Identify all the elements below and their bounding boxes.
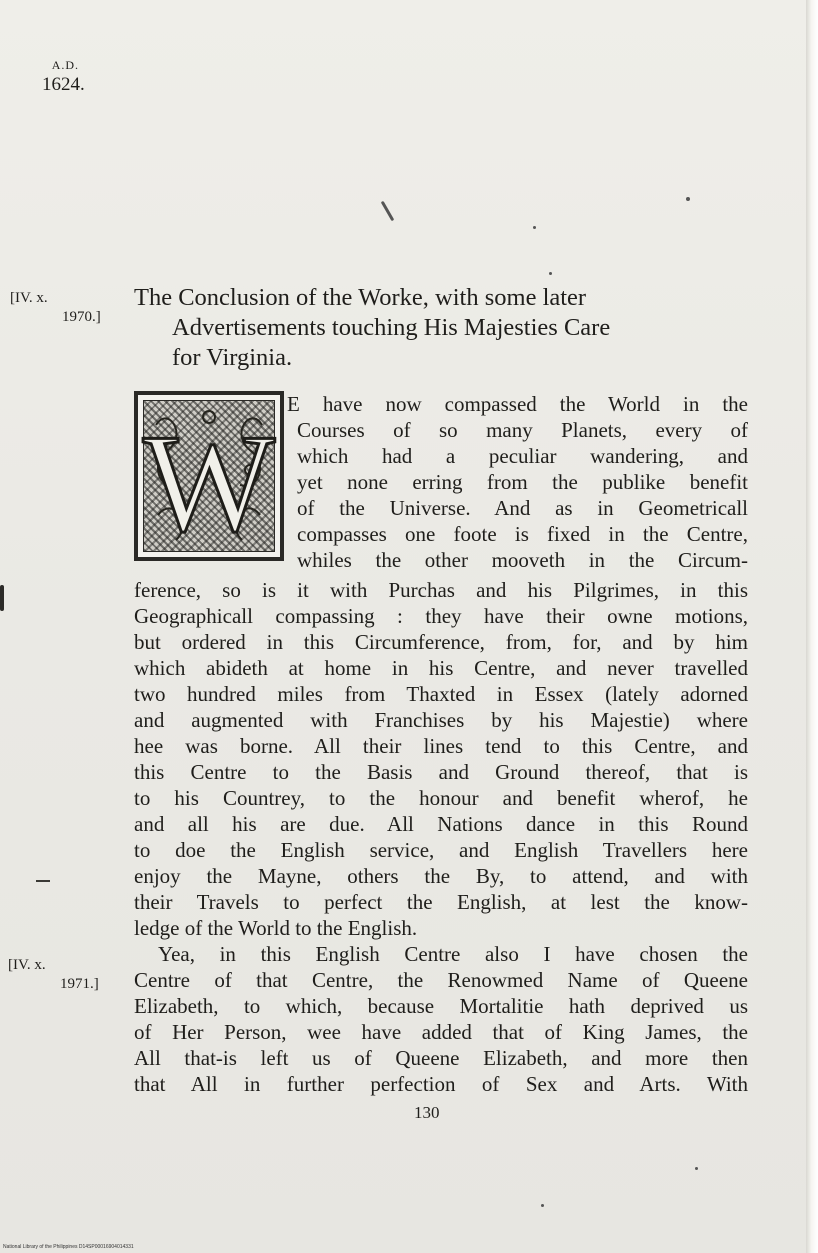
- year-label: 1624.: [42, 74, 85, 95]
- text-line: enjoy the Mayne, others the By, to attend, and with: [134, 864, 748, 888]
- heading-line: Advertisements touching His Majesties Care: [172, 314, 611, 341]
- page-number: 130: [414, 1103, 440, 1122]
- scan-speck: [541, 1204, 544, 1207]
- year-marginal-note: [42, 58, 85, 97]
- text-line: their Travels to perfect the English, at lest the know-: [134, 890, 748, 914]
- text-line: to his Countrey, to the honour and benefit wherof, he: [134, 786, 748, 810]
- text-line: that All in further perfection of Sex and Arts. With: [134, 1072, 748, 1096]
- text-line: and all his are due. All Nations dance in this Round: [134, 812, 748, 836]
- margin-reference: [10, 289, 101, 327]
- scan-credit: National Library of the Philippines D14SP00016904014331: [3, 1244, 134, 1250]
- text-line: E have now compassed the World in the: [287, 392, 748, 416]
- heading-line: for Virginia.: [172, 344, 293, 371]
- page-edge-shadow: [806, 0, 818, 1253]
- margin-ref-page: 1971.]: [60, 975, 99, 992]
- text-line: Centre of that Centre, the Renowmed Name of Queene: [134, 968, 748, 992]
- text-line: Geographicall compassing : they have their owne motions,: [134, 604, 748, 628]
- text-line: of Her Person, wee have added that of King James, the: [134, 1020, 748, 1044]
- text-line: but ordered in this Circumference, from, for, and by him: [134, 630, 748, 654]
- scan-speck: [695, 1167, 698, 1170]
- scan-speck: [686, 197, 690, 201]
- dropcap-letter: W: [142, 406, 276, 557]
- chapter-heading: [134, 283, 750, 373]
- scan-speck: [549, 272, 552, 275]
- margin-dash: [36, 880, 50, 882]
- scan-edge-mark: [0, 585, 4, 611]
- margin-ref-volume: [IV. x.: [10, 290, 48, 306]
- text-line: All that-is left us of Queene Elizabeth, and more then: [134, 1046, 748, 1070]
- decorated-initial: [134, 391, 284, 561]
- text-line: to doe the English service, and English Travellers here: [134, 838, 748, 862]
- heading-line: The Conclusion of the Worke, with some later: [134, 284, 587, 311]
- text-line: whiles the other mooveth in the Circum-: [297, 548, 748, 572]
- text-line: which abideth at home in his Centre, and never travelled: [134, 656, 748, 680]
- text-line: yet none erring from the publike benefit: [297, 470, 748, 494]
- margin-ref-volume: [IV. x.: [8, 957, 46, 973]
- text-line: compasses one foote is fixed in the Centre,: [297, 522, 748, 546]
- text-line: Yea, in this English Centre also I have chosen the: [158, 942, 748, 966]
- text-line: this Centre to the Basis and Ground thereof, that is: [134, 760, 748, 784]
- margin-reference: [8, 956, 99, 994]
- margin-ref-page: 1970.]: [62, 308, 101, 325]
- initial-ornament: [138, 395, 280, 557]
- text-line: which had a peculiar wandering, and: [297, 444, 748, 468]
- text-line: and augmented with Franchises by his Majestie) where: [134, 708, 748, 732]
- text-line: ference, so is it with Purchas and his Pilgrimes, in this: [134, 578, 748, 602]
- text-line: two hundred miles from Thaxted in Essex (lately adorned: [134, 682, 748, 706]
- text-line: Elizabeth, to which, because Mortalitie hath deprived us: [134, 994, 748, 1018]
- text-line: ledge of the World to the English.: [134, 916, 418, 940]
- ad-label: A.D.: [51, 58, 80, 72]
- text-line: of the Universe. And as in Geometricall: [297, 496, 748, 520]
- scan-speck: [533, 226, 536, 229]
- text-line: Courses of so many Planets, every of: [297, 418, 748, 442]
- text-line: hee was borne. All their lines tend to this Centre, and: [134, 734, 748, 758]
